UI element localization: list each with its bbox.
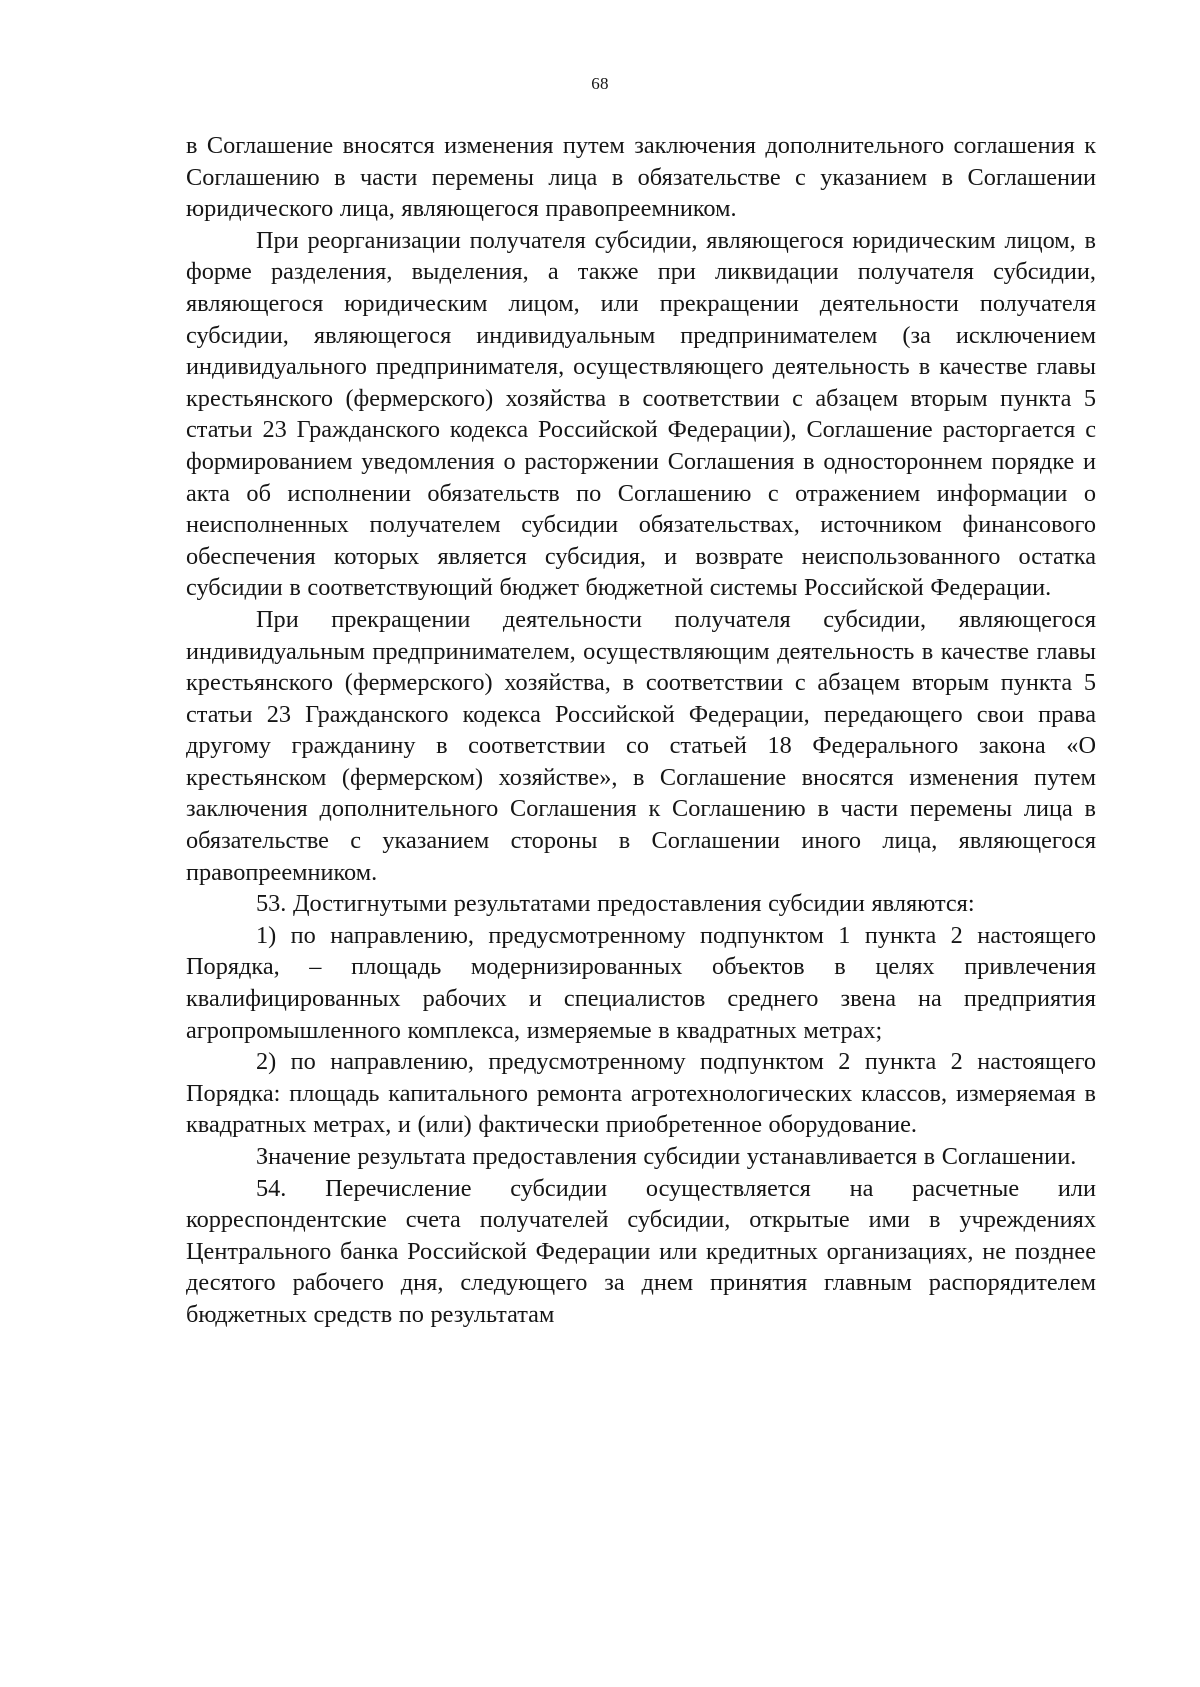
paragraph-reorganization: При реорганизации получателя субсидии, являющегося юридическим лицом, в форме разделения, выделения, а также при ликвидации получателя субсидии, являющегося юридическим лицом, или прекращении деятельности получателя субсидии, являющегося индивидуальным предпринимателем (за исключением индивидуального предпринимателя, осуществляющего деятельность в качестве главы крестьянского (фермерского) хозяйства в соответствии с абзацем вторым пункта 5 статьи 23 Гражданского кодекса Российской Федерации), Соглашение расторгается с формированием уведомления о расторжении Соглашения в одностороннем порядке и акта об исполнении обязательств по Соглашению с отражением информации о неисполненных получателем субсидии обязательствах, источником финансового обеспечения которых является субсидия, и возврате неиспользованного остатка субсидии в соответствующий бюджет бюджетной системы Российской Федерации. xyxy=(186,226,1096,602)
paragraph-termination: При прекращении деятельности получателя субсидии, являющегося индивидуальным предпринимателем, осуществляющим деятельность в качестве главы крестьянского (фермерского) хозяйства, в соответствии с абзацем вторым пункта 5 статьи 23 Гражданского кодекса Российской Федерации, передающего свои права другому гражданину в соответствии со статьей 18 Федерального закона «О крестьянском (фермерском) хозяйстве», в Соглашение вносятся изменения путем заключения дополнительного Соглашения к Соглашению в части перемены лица в обязательстве с указанием стороны в Соглашении иного лица, являющегося правопреемником. xyxy=(186,605,1096,886)
paragraph-item-53-2: 2) по направлению, предусмотренному подпунктом 2 пункта 2 настоящего Порядка: площадь капитального ремонта агротехнологических классов, измеряемая в квадратных метрах, и (или) фактически приобретенное оборудование. xyxy=(186,1048,1096,1139)
paragraph-continuation: в Соглашение вносятся изменения путем заключения дополнительного соглашения к Соглашению в части перемены лица в обязательстве с указанием в Соглашении юридического лица, являющегося правопреемником. xyxy=(186,132,1096,223)
page-number: 68 xyxy=(591,74,609,93)
paragraph-item-53-1: 1) по направлению, предусмотренному подпунктом 1 пункта 2 настоящего Порядка, – площадь модернизированных объектов в целях привлечения квалифицированных рабочих и специалистов среднего звена на предприятия агропромышленного комплекса, измеряемые в квадратных метрах; xyxy=(186,921,1096,1044)
body-text xyxy=(186,130,1096,1331)
paragraph-result-value: Значение результата предоставления субсидии устанавливается в Соглашении. xyxy=(256,1143,1077,1170)
paragraph-item-53: 53. Достигнутыми результатами предоставления субсидии являются: xyxy=(256,890,975,918)
paragraph-item-54: 54. Перечисление субсидии осуществляется на расчетные или корреспондентские счета получателей субсидии, открытые ими в учреждениях Центрального банка Российской Федерации или кредитных организациях, не позднее десятого рабочего дня, следующего за днем принятия главным распорядителем бюджетных средств по результатам xyxy=(186,1174,1096,1328)
